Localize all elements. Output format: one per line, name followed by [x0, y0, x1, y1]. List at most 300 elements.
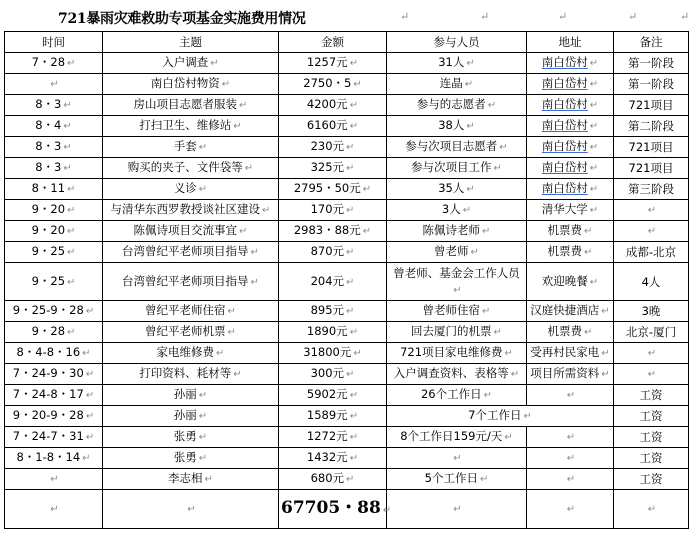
header-time: 时间: [5, 32, 103, 53]
table-row: [5, 74, 689, 95]
cell-text: 26个工作日: [420, 387, 482, 401]
expense-table: [4, 31, 689, 529]
table-row: [5, 469, 689, 490]
paragraph-mark: ↵: [63, 100, 72, 111]
table-row: [5, 179, 689, 200]
cell-text: 7・28: [31, 55, 66, 69]
paragraph-mark: ↵: [462, 205, 472, 216]
paragraph-mark: ↵: [349, 453, 359, 464]
paragraph-mark: ↵: [85, 369, 95, 380]
cell-amount: [279, 448, 387, 469]
cell-note: [614, 137, 689, 158]
cell-amount: [279, 53, 387, 74]
cell-text: 连晶: [439, 76, 463, 90]
table-row: [5, 448, 689, 469]
cell-text: 机票费: [547, 223, 583, 237]
total-row: [5, 490, 689, 529]
paragraph-mark: ↵: [63, 121, 72, 132]
paragraph-mark: ↵: [647, 369, 657, 380]
cell-note: [614, 406, 689, 427]
table-row: [5, 200, 689, 221]
paragraph-mark: ↵: [349, 390, 359, 401]
paragraph-mark: ↵: [466, 58, 475, 69]
cell-topic: [103, 74, 279, 95]
cell-text: 工资: [639, 388, 663, 402]
cell-amount: [279, 116, 387, 137]
paragraph-mark: ↵: [453, 504, 462, 515]
cell-people: [387, 242, 527, 263]
cell-amount: [279, 158, 387, 179]
cell-text: 38人: [438, 118, 465, 132]
cell-text: 曾老师、基金会工作人员: [393, 265, 520, 280]
paragraph-mark: ↵: [487, 100, 497, 111]
cell-time: [5, 343, 103, 364]
paragraph-mark: ↵: [479, 474, 489, 485]
cell-amount: [279, 469, 387, 490]
cell-text: 受再村民家电: [530, 345, 600, 359]
cell-text: 9・25-9・28: [12, 303, 84, 317]
cell-address: [527, 200, 614, 221]
cell-text: 721项目: [628, 98, 674, 112]
cell-text: 31人: [438, 55, 465, 69]
cell-text: 9・28: [31, 324, 66, 338]
cell-text: 第一阶段: [628, 77, 674, 91]
cell-text: 4人: [641, 274, 661, 289]
cell-text: 打印资料、耗材等: [139, 366, 232, 380]
cell-people: [387, 364, 527, 385]
cell-note: [614, 200, 689, 221]
cell-text: 7・24-8・17: [12, 387, 84, 401]
cell-note: [614, 448, 689, 469]
cell-text: 35人: [438, 181, 465, 195]
cell-time: [5, 158, 103, 179]
paragraph-mark: ↵: [382, 504, 392, 516]
cell-note: [614, 427, 689, 448]
cell-note: [614, 53, 689, 74]
paragraph-mark: ↵: [362, 184, 372, 195]
cell-text: 工资: [639, 409, 663, 423]
cell-people: [387, 322, 527, 343]
paragraph-mark: ↵: [584, 327, 593, 338]
cell-total: [279, 490, 392, 529]
total-amount: 67705・88: [281, 497, 381, 518]
paragraph-mark: ↵: [85, 432, 95, 443]
cell-text: 5个工作日: [424, 471, 478, 485]
cell-text: 1272元: [306, 429, 348, 443]
cell-address: [527, 158, 614, 179]
cell-time: [5, 95, 103, 116]
cell-topic: [103, 95, 279, 116]
cell-text: 8・11: [31, 181, 66, 195]
cell-topic: [103, 116, 279, 137]
cell-empty: [387, 490, 527, 529]
paragraph-mark: ↵: [85, 306, 95, 317]
paragraph-mark: ↵: [85, 411, 95, 422]
cell-amount: [279, 74, 387, 95]
cell-text: 房山项目志愿者服装: [133, 97, 238, 111]
cell-text: 陈佩诗老师: [422, 223, 481, 237]
cell-text: 南白岱村: [541, 181, 588, 195]
paragraph-mark: ↵: [198, 184, 208, 195]
paragraph-mark: ↵: [63, 142, 72, 153]
paragraph-mark: ↵: [198, 453, 208, 464]
paragraph-mark: ↵: [85, 390, 95, 401]
cell-amount: [279, 242, 387, 263]
cell-text: 清华大学: [541, 202, 588, 216]
paragraph-mark: ↵: [346, 163, 355, 174]
table-row: [5, 158, 689, 179]
table-row: [5, 322, 689, 343]
cell-text: 南白岱村: [541, 139, 588, 153]
cell-text: 2795・50元: [293, 181, 361, 195]
paragraph-mark: ↵: [216, 348, 225, 359]
cell-address: [527, 448, 614, 469]
cell-text: 参与次项目志愿者: [405, 139, 498, 153]
cell-time: [5, 469, 103, 490]
cell-people: [387, 53, 527, 74]
cell-topic: [103, 200, 279, 221]
cell-note: [614, 385, 689, 406]
cell-text: 8・4: [35, 118, 62, 132]
table-row: [5, 385, 689, 406]
cell-empty: [614, 490, 689, 529]
cell-text: 6160元: [306, 118, 348, 132]
cell-time: [5, 427, 103, 448]
cell-text: 300元: [310, 366, 345, 380]
paragraph-mark: ↵: [589, 79, 599, 90]
cell-text: 3晚: [641, 304, 661, 318]
paragraph-mark: ↵: [647, 504, 657, 515]
cell-text: 南白岱村物资: [150, 76, 220, 90]
paragraph-mark: ↵: [499, 142, 508, 153]
cell-text: 孙丽: [173, 387, 197, 401]
cell-time: [5, 179, 103, 200]
paragraph-mark: ↵: [589, 121, 599, 132]
paragraph-mark: ↵: [680, 10, 689, 23]
cell-people: [387, 74, 527, 95]
paragraph-mark: ↵: [349, 432, 359, 443]
cell-text: 170元: [310, 202, 345, 216]
cell-text: 2750・5: [303, 76, 352, 90]
cell-people: [387, 137, 527, 158]
paragraph-mark: ↵: [504, 432, 513, 443]
cell-topic: [103, 221, 279, 242]
paragraph-mark: ↵: [244, 163, 254, 174]
paragraph-mark: ↵: [250, 247, 259, 258]
cell-address: [527, 74, 614, 95]
cell-text: 机票费: [547, 324, 583, 338]
paragraph-mark: ↵: [601, 306, 610, 317]
cell-people: [387, 221, 527, 242]
cell-text: 8・1-8・14: [16, 450, 81, 464]
cell-empty: [5, 490, 103, 529]
cell-time: [5, 301, 103, 322]
paragraph-mark: ↵: [67, 327, 76, 338]
paragraph-mark: ↵: [647, 205, 657, 216]
cell-people: [387, 469, 527, 490]
cell-text: 工资: [639, 472, 663, 486]
paragraph-mark: ↵: [589, 163, 599, 174]
cell-topic: [103, 448, 279, 469]
paragraph-mark: ↵: [204, 474, 213, 485]
cell-people: [387, 448, 527, 469]
cell-text: 8・3: [35, 160, 62, 174]
paragraph-mark: ↵: [227, 306, 236, 317]
cell-text: 721项目: [628, 140, 674, 154]
cell-text: 张勇: [173, 429, 197, 443]
paragraph-mark: ↵: [82, 348, 91, 359]
cell-address: [527, 179, 614, 200]
paragraph-mark: ↵: [63, 163, 72, 174]
paragraph-mark: ↵: [67, 226, 76, 237]
cell-amount: [279, 385, 387, 406]
cell-note: [614, 263, 689, 301]
cell-address: [527, 301, 614, 322]
paragraph-mark: ↵: [453, 284, 462, 296]
paragraph-mark: ↵: [353, 348, 362, 359]
table-row: [5, 301, 689, 322]
cell-text: 325元: [310, 160, 345, 174]
cell-amount: [279, 179, 387, 200]
paragraph-mark: ↵: [50, 474, 59, 485]
cell-amount: [279, 200, 387, 221]
table-row: [5, 343, 689, 364]
table-row: [5, 406, 689, 427]
paragraph-mark: ↵: [262, 205, 271, 216]
paragraph-mark: ↵: [50, 504, 59, 515]
cell-topic: [103, 322, 279, 343]
cell-address: [527, 364, 614, 385]
cell-time: [5, 74, 103, 95]
cell-text: 参与次项目工作: [411, 160, 492, 174]
cell-amount: [279, 364, 387, 385]
cell-text: 1890元: [306, 324, 348, 338]
cell-people: [387, 301, 527, 322]
cell-text: 工资: [639, 430, 663, 444]
cell-text: 9・25: [31, 244, 66, 258]
cell-topic: [103, 469, 279, 490]
table-row: [5, 53, 689, 74]
cell-people: [387, 179, 527, 200]
cell-address: [527, 137, 614, 158]
cell-text: 李志相: [168, 471, 203, 485]
cell-text: 204元: [310, 273, 345, 288]
cell-note: [614, 364, 689, 385]
paragraph-mark: ↵: [349, 58, 359, 69]
paragraph-mark: ↵: [466, 121, 475, 132]
paragraph-mark: ↵: [67, 58, 76, 69]
paragraph-mark: ↵: [50, 79, 59, 90]
cell-text: 陈佩诗项目交流事宜: [133, 223, 238, 237]
paragraph-mark: ↵: [210, 58, 219, 69]
cell-note: [614, 343, 689, 364]
paragraph-mark: ↵: [589, 58, 599, 69]
cell-text: 家电维修费: [156, 345, 215, 359]
cell-text: 9・20: [31, 223, 66, 237]
paragraph-mark: ↵: [198, 411, 208, 422]
cell-text: 义诊: [173, 181, 197, 195]
cell-address: [527, 242, 614, 263]
cell-topic: [103, 137, 279, 158]
cell-text: 721项目: [628, 161, 674, 175]
cell-address: [527, 322, 614, 343]
table-row: [5, 242, 689, 263]
cell-text: 7・24-9・30: [12, 366, 84, 380]
paragraph-mark: ↵: [187, 504, 196, 515]
cell-text: 手套: [173, 139, 197, 153]
cell-time: [5, 53, 103, 74]
cell-topic: [103, 301, 279, 322]
paragraph-mark: ↵: [566, 474, 576, 485]
cell-text: 成都-北京: [625, 245, 677, 259]
cell-time: [5, 200, 103, 221]
cell-amount: [279, 322, 387, 343]
header-row: [5, 32, 689, 53]
paragraph-mark: ↵: [346, 276, 355, 288]
paragraph-mark: ↵: [566, 453, 576, 464]
table-row: [5, 137, 689, 158]
cell-amount: [279, 95, 387, 116]
cell-text: 欢迎晚餐: [541, 273, 588, 288]
paragraph-mark: ↵: [647, 348, 657, 359]
header-note: 备注: [614, 32, 689, 53]
paragraph-mark: ↵: [221, 79, 231, 90]
paragraph-mark: ↵: [67, 184, 76, 195]
cell-people: [387, 406, 614, 427]
cell-topic: [103, 406, 279, 427]
cell-note: [614, 301, 689, 322]
cell-text: 第二阶段: [628, 119, 674, 133]
cell-address: [527, 427, 614, 448]
table-row: [5, 116, 689, 137]
paragraph-mark: ↵: [558, 10, 567, 23]
cell-note: [614, 179, 689, 200]
paragraph-mark: ↵: [67, 276, 76, 288]
cell-note: [614, 74, 689, 95]
cell-text: 张勇: [173, 450, 197, 464]
cell-people: [387, 95, 527, 116]
paragraph-mark: ↵: [480, 10, 489, 23]
cell-topic: [103, 343, 279, 364]
table-row: [5, 364, 689, 385]
cell-amount: [279, 406, 387, 427]
cell-text: 南白岱村: [541, 118, 588, 132]
cell-amount: [279, 427, 387, 448]
cell-text: 8・3: [35, 139, 62, 153]
cell-text: 入户调查资料、表格等: [393, 366, 509, 380]
cell-text: 1589元: [306, 408, 348, 422]
title-text: 721暴雨灾难救助专项基金实施费用情况: [58, 11, 306, 27]
paragraph-mark: ↵: [239, 100, 248, 111]
cell-text: 购买的夹子、文件袋等: [127, 160, 243, 174]
cell-text: 汉庭快捷酒店: [530, 303, 600, 317]
cell-address: [527, 221, 614, 242]
cell-text: 721项目家电维修费: [400, 345, 503, 359]
cell-text: 895元: [310, 303, 345, 317]
cell-time: [5, 448, 103, 469]
cell-text: 工资: [639, 451, 663, 465]
cell-text: 8・3: [35, 97, 62, 111]
cell-text: 2983・88元: [293, 223, 361, 237]
cell-note: [614, 95, 689, 116]
paragraph-mark: ↵: [482, 306, 491, 317]
cell-text: 台湾曾纪平老师项目指导: [122, 244, 249, 258]
cell-amount: [279, 137, 387, 158]
paragraph-mark: ↵: [589, 184, 599, 195]
paragraph-mark: ↵: [464, 79, 474, 90]
cell-text: 机票费: [547, 244, 583, 258]
cell-topic: [103, 364, 279, 385]
paragraph-mark: ↵: [466, 184, 475, 195]
cell-text: 参与的志愿者: [416, 97, 486, 111]
cell-people: [387, 263, 527, 301]
cell-text: 曾纪平老师住宿: [145, 303, 226, 317]
paragraph-mark: ↵: [584, 226, 593, 237]
cell-text: 31800元: [303, 345, 352, 359]
paragraph-mark: ↵: [198, 142, 208, 153]
cell-address: [527, 343, 614, 364]
cell-address: [527, 469, 614, 490]
page-title: [58, 8, 689, 28]
cell-topic: [103, 263, 279, 301]
cell-people: [387, 158, 527, 179]
cell-address: [527, 263, 614, 301]
paragraph-mark: ↵: [589, 205, 599, 216]
cell-people: [387, 385, 527, 406]
header-address: 地址: [527, 32, 614, 53]
cell-people: [387, 116, 527, 137]
cell-empty: [103, 490, 279, 529]
paragraph-mark: ↵: [510, 369, 520, 380]
cell-note: [614, 158, 689, 179]
paragraph-mark: ↵: [470, 247, 479, 258]
paragraph-mark: ↵: [346, 306, 355, 317]
cell-time: [5, 364, 103, 385]
cell-text: 1257元: [306, 55, 348, 69]
cell-text: 南白岱村: [541, 55, 588, 69]
cell-topic: [103, 242, 279, 263]
cell-text: 4200元: [306, 97, 348, 111]
paragraph-mark: ↵: [233, 369, 242, 380]
paragraph-mark: ↵: [349, 100, 359, 111]
cell-text: 1432元: [306, 450, 348, 464]
paragraph-mark: ↵: [601, 369, 610, 380]
cell-text: 南白岱村: [541, 76, 588, 90]
paragraph-mark: ↵: [483, 390, 493, 401]
paragraph-mark: ↵: [67, 247, 76, 258]
table-row: [5, 221, 689, 242]
table-row: [5, 263, 689, 301]
cell-note: [614, 469, 689, 490]
paragraph-mark: ↵: [233, 121, 242, 132]
cell-text: 5902元: [306, 387, 348, 401]
cell-empty: [527, 490, 614, 529]
cell-text: 7・24-7・31: [12, 429, 84, 443]
paragraph-mark: ↵: [349, 411, 359, 422]
cell-text: 第一阶段: [628, 56, 674, 70]
paragraph-mark: ↵: [566, 432, 576, 443]
cell-text: 9・20: [31, 202, 66, 216]
paragraph-mark: ↵: [589, 100, 599, 111]
table-row: [5, 95, 689, 116]
cell-time: [5, 263, 103, 301]
paragraph-mark: ↵: [523, 411, 532, 422]
cell-text: 曾纪平老师机票: [145, 324, 226, 338]
paragraph-mark: ↵: [493, 163, 502, 174]
paragraph-mark: ↵: [198, 390, 208, 401]
cell-text: 与清华东西罗教授谈社区建设: [110, 202, 261, 216]
cell-topic: [103, 427, 279, 448]
